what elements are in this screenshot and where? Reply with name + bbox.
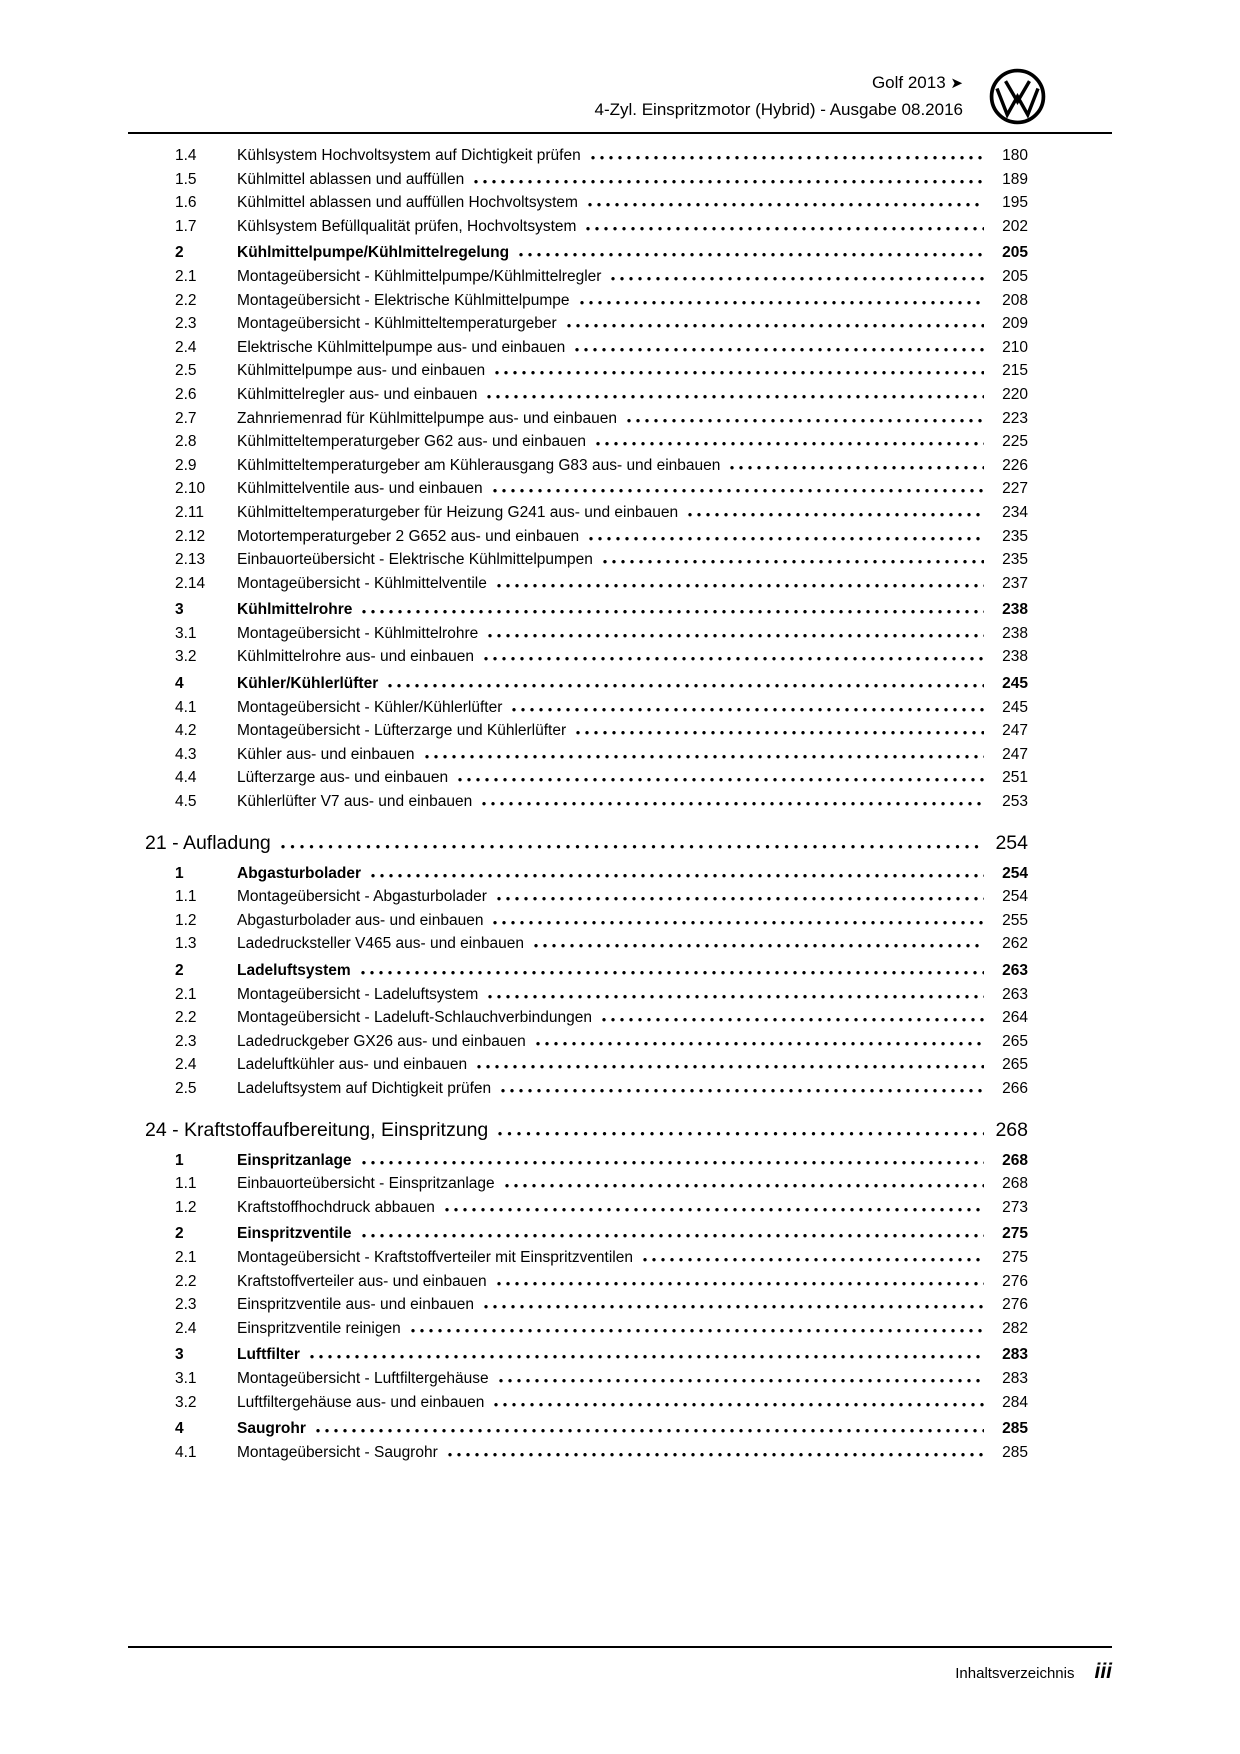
toc-entry-page: 264 bbox=[1002, 1009, 1028, 1027]
toc-entry-number: 3.2 bbox=[175, 1393, 197, 1411]
toc-entry-title: Montageübersicht - Lüfterzarge und Kühlerlüfter bbox=[237, 722, 567, 740]
toc-row bbox=[175, 746, 1028, 770]
toc-entry-number: 3.2 bbox=[175, 648, 197, 666]
leader-dots bbox=[498, 1132, 984, 1136]
toc-row bbox=[175, 218, 1028, 242]
toc-entry-page: 210 bbox=[1002, 338, 1028, 356]
toc-entry-number: 2 bbox=[175, 244, 184, 262]
toc-row bbox=[175, 339, 1028, 363]
toc-row bbox=[175, 433, 1028, 457]
leader-dots bbox=[281, 845, 984, 849]
toc-entry-page: 263 bbox=[1002, 962, 1028, 979]
leader-dots bbox=[316, 1429, 984, 1433]
toc-row bbox=[175, 1080, 1028, 1104]
toc-entry-number: 2.2 bbox=[175, 291, 197, 309]
toc-entry-number: 2.13 bbox=[175, 551, 206, 569]
toc-entry-number: 2.2 bbox=[175, 1272, 197, 1290]
toc-entry-title: Einspritzventile reinigen bbox=[237, 1319, 401, 1337]
leader-dots bbox=[602, 1018, 984, 1022]
toc-row bbox=[175, 699, 1028, 723]
toc-entry-number: 2 bbox=[175, 1225, 184, 1243]
toc-entry-page: 208 bbox=[1002, 291, 1028, 309]
toc-row bbox=[175, 1296, 1028, 1320]
toc-entry-page: 268 bbox=[995, 1118, 1028, 1141]
toc-entry-page: 180 bbox=[1002, 147, 1028, 164]
toc-entry-page: 253 bbox=[1002, 793, 1028, 811]
toc-entry-number: 4.5 bbox=[175, 793, 197, 811]
toc-entry-number: 1.7 bbox=[175, 217, 197, 235]
leader-dots bbox=[536, 1042, 984, 1046]
toc-entry-page: 282 bbox=[1002, 1319, 1028, 1337]
toc-row bbox=[175, 1420, 1028, 1444]
leader-dots bbox=[596, 442, 984, 446]
leader-dots bbox=[488, 995, 984, 999]
leader-dots bbox=[497, 584, 984, 588]
toc-row bbox=[175, 1249, 1028, 1273]
leader-dots bbox=[588, 203, 984, 207]
toc-entry-title: Kühlerlüfter V7 aus- und einbauen bbox=[237, 793, 473, 811]
toc-entry-number: 2.5 bbox=[175, 1079, 197, 1097]
leader-dots bbox=[603, 560, 984, 564]
leader-dots bbox=[534, 944, 984, 948]
toc-entry-title: Elektrische Kühlmittelpumpe aus- und einbauen bbox=[237, 338, 566, 356]
leader-dots bbox=[575, 348, 984, 352]
toc-row bbox=[175, 722, 1028, 746]
toc-entry-number: 3 bbox=[175, 601, 184, 619]
leader-dots bbox=[425, 755, 984, 759]
toc-entry-number: 4 bbox=[175, 675, 184, 693]
toc-entry-page: 275 bbox=[1002, 1248, 1028, 1266]
toc-entry-number: 1.4 bbox=[175, 147, 197, 164]
toc-entry-page: 276 bbox=[1002, 1272, 1028, 1290]
toc-entry-number: 3.1 bbox=[175, 1369, 197, 1387]
leader-dots bbox=[643, 1258, 984, 1262]
toc-row bbox=[175, 480, 1028, 504]
toc-row bbox=[175, 504, 1028, 528]
toc-row bbox=[175, 769, 1028, 793]
toc-row bbox=[175, 362, 1028, 386]
toc-entry-page: 247 bbox=[1002, 722, 1028, 740]
toc-row bbox=[175, 1320, 1028, 1344]
toc-entry-title: Montageübersicht - Abgasturbolader bbox=[237, 888, 487, 906]
leader-dots bbox=[586, 227, 984, 231]
toc-entry-number: 2.10 bbox=[175, 480, 206, 498]
header-model-text: Golf 2013 bbox=[871, 73, 946, 92]
toc-entry-title: Kühlsystem Befüllqualität prüfen, Hochvoltsystem bbox=[237, 217, 577, 235]
leader-dots bbox=[362, 1234, 984, 1238]
toc-row bbox=[175, 171, 1028, 195]
leader-dots bbox=[497, 897, 984, 901]
leader-dots bbox=[362, 610, 984, 614]
toc-row bbox=[175, 194, 1028, 218]
leader-dots bbox=[576, 731, 984, 735]
toc-entry-number: 1.1 bbox=[175, 888, 197, 906]
toc-entry-number: 1.3 bbox=[175, 935, 197, 953]
toc-entry-number: 2.8 bbox=[175, 433, 197, 451]
toc-row bbox=[175, 575, 1028, 599]
toc-row bbox=[175, 1152, 1028, 1176]
toc-entry-number: 4.1 bbox=[175, 1443, 197, 1461]
vw-logo-icon bbox=[989, 68, 1046, 125]
toc-entry-title: Kühlmitteltemperaturgeber am Kühlerausgang G83 aus- und einbauen bbox=[237, 456, 721, 474]
toc-entry-title: Montageübersicht - Kühlmitteltemperaturgeber bbox=[237, 315, 557, 333]
toc-entry-page: 268 bbox=[1002, 1151, 1028, 1169]
leader-dots bbox=[458, 778, 984, 782]
toc-entry-page: 265 bbox=[1002, 1032, 1028, 1050]
toc-entry-number: 4.2 bbox=[175, 722, 197, 740]
toc-entry-page: 254 bbox=[995, 831, 1028, 854]
toc-entry-number: 2.1 bbox=[175, 985, 197, 1003]
toc-entry-number: 2.1 bbox=[175, 1248, 197, 1266]
toc-entry-title: Motortemperaturgeber 2 G652 aus- und einbauen bbox=[237, 527, 580, 545]
leader-dots bbox=[611, 277, 984, 281]
toc-entry-number: 2.12 bbox=[175, 527, 206, 545]
toc-entry-title: Einspritzventile bbox=[237, 1225, 352, 1243]
toc-entry-page: 220 bbox=[1002, 385, 1028, 403]
toc-entry-page: 209 bbox=[1002, 315, 1028, 333]
toc-entry-title: Montageübersicht - Kühlmittelrohre bbox=[237, 624, 479, 642]
toc-entry-title: Kühlmittel ablassen und auffüllen bbox=[237, 170, 465, 188]
toc-entry-title: Ladeluftsystem auf Dichtigkeit prüfen bbox=[237, 1079, 492, 1097]
toc-entry-page: 202 bbox=[1002, 217, 1028, 235]
toc-row bbox=[175, 648, 1028, 672]
toc-row bbox=[175, 386, 1028, 410]
toc-entry-page: 247 bbox=[1002, 745, 1028, 763]
toc-entry-title: Ladeluftkühler aus- und einbauen bbox=[237, 1056, 468, 1074]
leader-dots bbox=[448, 1453, 984, 1457]
toc-entry-title: Kühlsystem Hochvoltsystem auf Dichtigkeit prüfen bbox=[237, 147, 581, 164]
toc-entry-number: 1 bbox=[175, 1151, 184, 1169]
toc-entry-page: 266 bbox=[1002, 1079, 1028, 1097]
toc-entry-title: Kühlmittelventile aus- und einbauen bbox=[237, 480, 483, 498]
toc-row bbox=[175, 912, 1028, 936]
toc-entry-title: Abgasturbolader bbox=[237, 864, 362, 882]
leader-dots bbox=[493, 489, 984, 493]
toc-entry-title: 21 - Aufladung bbox=[145, 831, 271, 854]
toc-entry-page: 285 bbox=[1002, 1443, 1028, 1461]
leader-dots bbox=[487, 395, 984, 399]
leader-dots bbox=[310, 1355, 984, 1359]
leader-dots bbox=[497, 1282, 984, 1286]
toc-entry-number: 1.5 bbox=[175, 170, 197, 188]
toc-entry-page: 205 bbox=[1002, 244, 1028, 262]
toc-row bbox=[175, 410, 1028, 434]
toc-entry-title: Montageübersicht - Elektrische Kühlmittelpumpe bbox=[237, 291, 570, 309]
toc-entry-page: 273 bbox=[1002, 1198, 1028, 1216]
toc-entry-title: Zahnriemenrad für Kühlmittelpumpe aus- und einbauen bbox=[237, 409, 617, 427]
toc-entry-title: Kühlmitteltemperaturgeber für Heizung G241 aus- und einbauen bbox=[237, 503, 679, 521]
toc-entry-title: Einbauorteübersicht - Einspritzanlage bbox=[237, 1175, 495, 1193]
toc-entry-page: 285 bbox=[1002, 1420, 1028, 1438]
leader-dots bbox=[477, 1065, 984, 1069]
toc-entry-number: 4.3 bbox=[175, 745, 197, 763]
toc-entry-title: Luftfiltergehäuse aus- und einbauen bbox=[237, 1393, 485, 1411]
toc-entry-title: Montageübersicht - Ladeluftsystem bbox=[237, 985, 479, 1003]
leader-dots bbox=[591, 156, 984, 160]
toc-entry-title: Einspritzventile aus- und einbauen bbox=[237, 1296, 474, 1314]
leader-dots bbox=[484, 657, 984, 661]
toc-row bbox=[175, 888, 1028, 912]
toc-entry-number: 2 bbox=[175, 962, 184, 979]
toc-row bbox=[175, 1199, 1028, 1223]
toc-entry-title: Kühler aus- und einbauen bbox=[237, 745, 415, 763]
toc-row bbox=[175, 1370, 1028, 1394]
toc-entry-page: 262 bbox=[1002, 935, 1028, 953]
footer-label: Inhaltsverzeichnis bbox=[955, 1665, 1075, 1682]
toc-row bbox=[175, 935, 1028, 959]
toc-entry-page: 238 bbox=[1002, 624, 1028, 642]
toc-row bbox=[175, 625, 1028, 649]
toc-entry-page: 245 bbox=[1002, 675, 1028, 693]
toc-entry-number: 2.3 bbox=[175, 1032, 197, 1050]
header-subtitle: 4-Zyl. Einspritzmotor (Hybrid) - Ausgabe 08.2016 bbox=[594, 100, 963, 119]
toc-entry-title: Montageübersicht - Kühlmittelventile bbox=[237, 574, 487, 592]
leader-dots bbox=[567, 324, 984, 328]
toc-entry-page: 251 bbox=[1002, 769, 1028, 787]
toc-row bbox=[175, 1444, 1028, 1468]
toc-entry-number: 3.1 bbox=[175, 624, 197, 642]
toc-entry-title: Abgasturbolader aus- und einbauen bbox=[237, 911, 484, 929]
toc-entry-title: Montageübersicht - Kraftstoffverteiler mit Einspritzventilen bbox=[237, 1248, 633, 1266]
toc-entry-page: 263 bbox=[1002, 985, 1028, 1003]
toc-entry-number: 4.4 bbox=[175, 769, 197, 787]
toc-entry-number: 2.3 bbox=[175, 1296, 197, 1314]
toc-entry-page: 276 bbox=[1002, 1296, 1028, 1314]
toc-entry-number: 2.9 bbox=[175, 456, 197, 474]
toc-row bbox=[175, 793, 1028, 817]
leader-dots bbox=[361, 971, 984, 975]
toc-row bbox=[175, 244, 1028, 268]
toc-entry-number: 2.4 bbox=[175, 1319, 197, 1337]
toc-entry-number: 2.4 bbox=[175, 1056, 197, 1074]
toc-entry-number: 2.7 bbox=[175, 409, 197, 427]
toc-row bbox=[175, 528, 1028, 552]
toc-row bbox=[175, 292, 1028, 316]
toc-entry-title: Kühler/Kühlerlüfter bbox=[237, 675, 379, 693]
toc-entry-page: 235 bbox=[1002, 551, 1028, 569]
toc-entry-page: 189 bbox=[1002, 170, 1028, 188]
leader-dots bbox=[494, 1403, 984, 1407]
toc-entry-page: 245 bbox=[1002, 698, 1028, 716]
toc-row bbox=[175, 601, 1028, 625]
page-header bbox=[128, 68, 1112, 134]
toc-entry-page: 237 bbox=[1002, 574, 1028, 592]
leader-dots bbox=[501, 1089, 984, 1093]
toc-row bbox=[175, 1009, 1028, 1033]
toc-entry-number: 1 bbox=[175, 864, 184, 882]
leader-dots bbox=[730, 466, 984, 470]
toc-row bbox=[175, 315, 1028, 339]
toc-row bbox=[175, 1346, 1028, 1370]
toc-entry-title: Ladedrucksteller V465 aus- und einbauen bbox=[237, 935, 524, 953]
toc-entry-number: 2.6 bbox=[175, 385, 197, 403]
header-text bbox=[595, 70, 964, 123]
leader-dots bbox=[474, 180, 984, 184]
toc-entry-title: Kühlmittelrohre aus- und einbauen bbox=[237, 648, 474, 666]
toc-entry-page: 238 bbox=[1002, 601, 1028, 619]
leader-dots bbox=[493, 921, 984, 925]
toc-entry-page: 215 bbox=[1002, 362, 1028, 380]
toc-row bbox=[175, 1225, 1028, 1249]
toc-entry-number: 1.2 bbox=[175, 911, 197, 929]
leader-dots bbox=[499, 1379, 984, 1383]
toc-entry-number: 1.6 bbox=[175, 194, 197, 212]
toc-entry-title: Ladedruckgeber GX26 aus- und einbauen bbox=[237, 1032, 526, 1050]
leader-dots bbox=[580, 301, 984, 305]
leader-dots bbox=[362, 1161, 984, 1165]
toc-entry-title: Montageübersicht - Kühlmittelpumpe/Kühlmittelregler bbox=[237, 267, 602, 285]
toc-entry-title: 24 - Kraftstoffaufbereitung, Einspritzung bbox=[145, 1118, 489, 1141]
toc-entry-title: Kraftstoffverteiler aus- und einbauen bbox=[237, 1272, 487, 1290]
toc-entry-title: Lüfterzarge aus- und einbauen bbox=[237, 769, 449, 787]
toc-entry-page: 226 bbox=[1002, 456, 1028, 474]
leader-dots bbox=[688, 513, 984, 517]
toc-entry-title: Einspritzanlage bbox=[237, 1151, 352, 1169]
leader-dots bbox=[519, 253, 984, 257]
leader-dots bbox=[512, 708, 984, 712]
toc-row bbox=[145, 1119, 1028, 1147]
toc-entry-title: Kühlmittelregler aus- und einbauen bbox=[237, 385, 478, 403]
toc-entry-title: Montageübersicht - Saugrohr bbox=[237, 1443, 438, 1461]
toc-entry-title: Montageübersicht - Luftfiltergehäuse bbox=[237, 1369, 489, 1387]
toc-entry-title: Kühlmittelpumpe aus- und einbauen bbox=[237, 362, 486, 380]
toc-row bbox=[175, 962, 1028, 986]
leader-dots bbox=[388, 684, 984, 688]
leader-dots bbox=[445, 1208, 984, 1212]
toc-row bbox=[175, 675, 1028, 699]
toc-entry-number: 4 bbox=[175, 1420, 184, 1438]
toc-entry-number: 2.14 bbox=[175, 574, 206, 592]
toc-row bbox=[175, 551, 1028, 575]
toc-entry-page: 234 bbox=[1002, 503, 1028, 521]
toc-entry-page: 254 bbox=[1002, 888, 1028, 906]
toc-entry-title: Kraftstoffhochdruck abbauen bbox=[237, 1198, 435, 1216]
toc-entry-number: 3 bbox=[175, 1346, 184, 1364]
toc-list bbox=[128, 147, 1112, 1467]
page-footer bbox=[128, 1646, 1112, 1684]
toc-entry-page: 265 bbox=[1002, 1056, 1028, 1074]
toc-entry-page: 283 bbox=[1002, 1369, 1028, 1387]
header-model bbox=[595, 70, 964, 97]
toc-entry-page: 283 bbox=[1002, 1346, 1028, 1364]
leader-dots bbox=[411, 1329, 984, 1333]
toc-entry-title: Kühlmittelpumpe/Kühlmittelregelung bbox=[237, 244, 510, 262]
toc-entry-title: Montageübersicht - Kühler/Kühlerlüfter bbox=[237, 698, 503, 716]
toc-entry-page: 223 bbox=[1002, 409, 1028, 427]
leader-dots bbox=[482, 802, 984, 806]
toc-row bbox=[175, 147, 1028, 171]
leader-dots bbox=[371, 874, 984, 878]
toc-entry-number: 2.5 bbox=[175, 362, 197, 380]
leader-dots bbox=[488, 634, 984, 638]
toc-entry-title: Luftfilter bbox=[237, 1346, 300, 1364]
toc-entry-number: 1.2 bbox=[175, 1198, 197, 1216]
toc-row bbox=[175, 1175, 1028, 1199]
toc-entry-page: 235 bbox=[1002, 527, 1028, 545]
toc-entry-title: Einbauorteübersicht - Elektrische Kühlmittelpumpen bbox=[237, 551, 593, 569]
toc-entry-title: Montageübersicht - Ladeluft-Schlauchverbindungen bbox=[237, 1009, 593, 1027]
toc-row bbox=[175, 1273, 1028, 1297]
toc-row bbox=[175, 1056, 1028, 1080]
toc-row bbox=[175, 865, 1028, 889]
toc-entry-number: 2.4 bbox=[175, 338, 197, 356]
toc-entry-number: 2.2 bbox=[175, 1009, 197, 1027]
toc-entry-page: 254 bbox=[1002, 864, 1028, 882]
leader-dots bbox=[505, 1184, 984, 1188]
toc-entry-title: Kühlmittelrohre bbox=[237, 601, 353, 619]
toc-entry-number: 4.1 bbox=[175, 698, 197, 716]
toc-entry-number: 2.11 bbox=[175, 503, 205, 521]
toc-entry-page: 238 bbox=[1002, 648, 1028, 666]
toc-entry-title: Kühlmitteltemperaturgeber G62 aus- und einbauen bbox=[237, 433, 586, 451]
toc-entry-number: 2.3 bbox=[175, 315, 197, 333]
toc-entry-title: Ladeluftsystem bbox=[237, 962, 351, 979]
toc-entry-number: 2.1 bbox=[175, 267, 197, 285]
toc-row bbox=[175, 457, 1028, 481]
toc-entry-title: Saugrohr bbox=[237, 1420, 306, 1438]
toc-entry-page: 268 bbox=[1002, 1175, 1028, 1193]
toc-row bbox=[175, 1033, 1028, 1057]
toc-row bbox=[175, 1394, 1028, 1418]
arrow-right-icon: ➤ bbox=[950, 75, 963, 92]
toc-entry-page: 255 bbox=[1002, 911, 1028, 929]
toc-row bbox=[145, 832, 1028, 860]
leader-dots bbox=[495, 371, 984, 375]
leader-dots bbox=[589, 537, 984, 541]
toc-entry-page: 275 bbox=[1002, 1225, 1028, 1243]
toc-entry-title: Kühlmittel ablassen und auffüllen Hochvoltsystem bbox=[237, 194, 578, 212]
toc-row bbox=[175, 268, 1028, 292]
toc-entry-number: 1.1 bbox=[175, 1175, 197, 1193]
toc-entry-page: 227 bbox=[1002, 480, 1028, 498]
leader-dots bbox=[627, 419, 984, 423]
toc-entry-page: 195 bbox=[1002, 194, 1028, 212]
toc-entry-page: 225 bbox=[1002, 433, 1028, 451]
toc-entry-page: 205 bbox=[1002, 267, 1028, 285]
footer-page-number: iii bbox=[1094, 1660, 1112, 1683]
leader-dots bbox=[484, 1305, 984, 1309]
toc-entry-page: 284 bbox=[1002, 1393, 1028, 1411]
toc-row bbox=[175, 986, 1028, 1010]
